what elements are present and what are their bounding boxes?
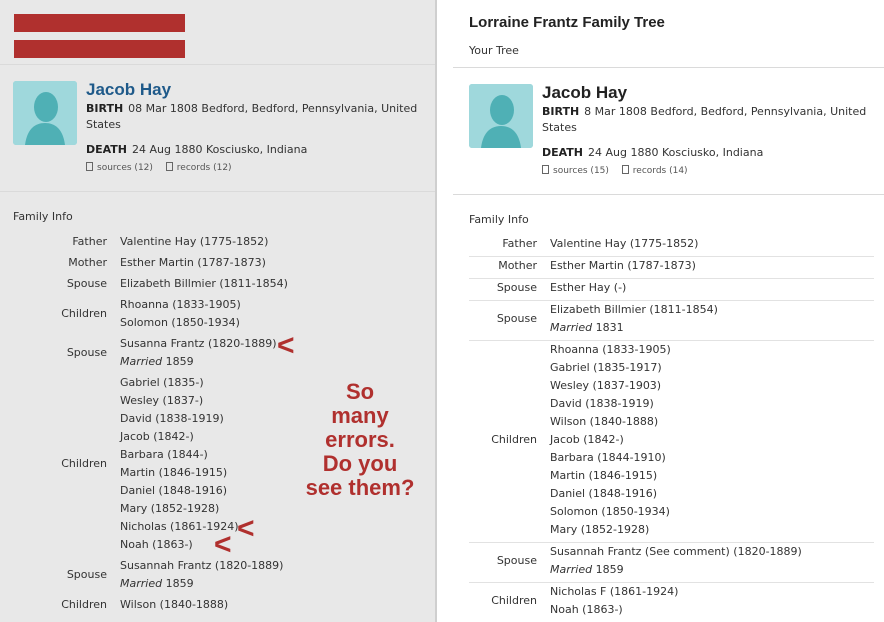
relative-name-link[interactable]: Rhoanna (1833-1905) bbox=[550, 343, 671, 356]
document-icon bbox=[166, 162, 173, 171]
sources-link[interactable]: sources (15) bbox=[542, 166, 609, 176]
relative-name-link[interactable]: Noah (1863-) bbox=[550, 603, 623, 616]
sources-link[interactable]: sources (12) bbox=[86, 163, 153, 173]
relative-name-link[interactable]: Jacob (1842-) bbox=[550, 433, 624, 446]
divider bbox=[453, 67, 884, 68]
relative-name-link[interactable]: Esther Hay (-) bbox=[550, 281, 627, 294]
married-label: Married bbox=[550, 563, 593, 576]
relative-name-link[interactable]: Daniel (1848-1916) bbox=[550, 487, 658, 500]
family-row bbox=[453, 235, 873, 257]
relative-name-link[interactable]: Mary (1852-1928) bbox=[550, 523, 650, 536]
family-row bbox=[0, 557, 300, 596]
birth-label: BIRTH bbox=[542, 105, 580, 118]
family-row bbox=[453, 257, 873, 279]
relative-name-link[interactable]: Esther Martin (1787-1873) bbox=[120, 256, 266, 269]
birth-value-cont: States bbox=[86, 118, 121, 131]
family-row bbox=[453, 543, 873, 583]
relative-name-link[interactable]: Elizabeth Billmier (1811-1854) bbox=[120, 277, 288, 290]
relative-name-link[interactable]: Mary (1852-1928) bbox=[120, 502, 220, 515]
relative-name-link[interactable]: Noah (1863-) bbox=[120, 538, 193, 551]
family-row bbox=[453, 583, 873, 622]
relative-name-link[interactable]: Martin (1846-1915) bbox=[550, 469, 658, 482]
left-panel bbox=[0, 0, 435, 622]
relative-name-link[interactable]: Nicholas (1861-1924) bbox=[120, 520, 239, 533]
tree-subtitle: Your Tree bbox=[469, 44, 519, 57]
panel-divider bbox=[435, 0, 453, 622]
relative-name-link[interactable]: Valentine Hay (1775-1852) bbox=[120, 235, 269, 248]
relation-label: Spouse bbox=[66, 346, 107, 359]
married-label: Married bbox=[120, 577, 163, 590]
family-row bbox=[0, 335, 300, 374]
person-silhouette-icon bbox=[13, 81, 77, 145]
relation-label: Spouse bbox=[66, 568, 107, 581]
family-info-title: Family Info bbox=[13, 210, 73, 223]
relative-name-link[interactable]: Wilson (1840-1888) bbox=[550, 415, 659, 428]
marriage-info bbox=[550, 319, 718, 337]
relative-name-link[interactable]: Esther Martin (1787-1873) bbox=[550, 259, 696, 272]
relative-name-link[interactable]: Wilson (1840-1888) bbox=[120, 598, 229, 611]
relative-name-link[interactable]: Nicholas F (1861-1924) bbox=[550, 585, 679, 598]
document-icon bbox=[86, 162, 93, 171]
annotation-arrow: < bbox=[214, 528, 232, 561]
relation-label: Children bbox=[61, 457, 107, 470]
relative-name-link[interactable]: Wesley (1837-1903) bbox=[550, 379, 662, 392]
person-avatar bbox=[469, 84, 533, 148]
source-links bbox=[542, 165, 698, 176]
relation-label: Children bbox=[491, 594, 537, 607]
annotation-arrow: < bbox=[277, 329, 295, 362]
family-row bbox=[453, 279, 873, 301]
relation-label: Father bbox=[502, 237, 537, 250]
family-row bbox=[453, 341, 873, 543]
divider bbox=[453, 194, 884, 195]
relative-name-link[interactable]: Solomon (1850-1934) bbox=[120, 316, 240, 329]
person-name-link[interactable]: Jacob Hay bbox=[86, 80, 172, 99]
relative-name-link[interactable]: Barbara (1844-) bbox=[120, 448, 208, 461]
relative-name-link[interactable]: Susannah Frantz (1820-1889) bbox=[120, 559, 284, 572]
annotation-callout: So many errors. Do you see them? bbox=[305, 379, 415, 500]
relative-name-link[interactable]: Susannah Frantz (See comment) (1820-1889) bbox=[550, 545, 802, 558]
relation-label: Spouse bbox=[496, 281, 537, 294]
annotation-arrow: < bbox=[237, 512, 255, 545]
relative-name-link[interactable]: Gabriel (1835-) bbox=[120, 376, 204, 389]
birth-value-cont: States bbox=[542, 121, 577, 134]
married-year: 1831 bbox=[595, 321, 624, 334]
relative-name-link[interactable]: Rhoanna (1833-1905) bbox=[120, 298, 241, 311]
source-links bbox=[86, 162, 242, 173]
divider bbox=[0, 191, 435, 192]
family-row bbox=[0, 374, 300, 557]
married-year: 1859 bbox=[595, 563, 624, 576]
relation-label: Children bbox=[491, 433, 537, 446]
death-line bbox=[542, 145, 763, 161]
relative-name-link[interactable]: David (1838-1919) bbox=[550, 397, 654, 410]
relative-name-link[interactable]: Gabriel (1835-1917) bbox=[550, 361, 662, 374]
relation-label: Spouse bbox=[66, 277, 107, 290]
married-year: 1859 bbox=[165, 577, 194, 590]
relation-label: Children bbox=[61, 598, 107, 611]
death-label: DEATH bbox=[86, 143, 128, 156]
redaction-bar bbox=[14, 40, 185, 58]
family-row bbox=[0, 596, 300, 617]
birth-line bbox=[86, 101, 417, 117]
relation-label: Spouse bbox=[496, 312, 537, 325]
death-label: DEATH bbox=[542, 146, 584, 159]
records-link[interactable]: records (12) bbox=[166, 163, 232, 173]
family-info-title: Family Info bbox=[469, 213, 529, 226]
family-row bbox=[453, 301, 873, 341]
redaction-bar bbox=[14, 14, 185, 32]
relative-name-link[interactable]: Elizabeth Billmier (1811-1854) bbox=[550, 303, 718, 316]
tree-title: Lorraine Frantz Family Tree bbox=[469, 14, 665, 31]
relative-name-link[interactable]: Solomon (1850-1934) bbox=[550, 505, 670, 518]
death-value: 24 Aug 1880 Kosciusko, Indiana bbox=[588, 146, 764, 159]
birth-line bbox=[542, 104, 866, 120]
marriage-info bbox=[120, 353, 277, 371]
person-avatar bbox=[13, 81, 77, 145]
relation-label: Mother bbox=[498, 259, 537, 272]
marriage-info bbox=[550, 561, 802, 579]
relation-label: Children bbox=[61, 307, 107, 320]
married-year: 1859 bbox=[165, 355, 194, 368]
relative-name-link[interactable]: David (1838-1919) bbox=[120, 412, 224, 425]
death-line bbox=[86, 142, 307, 158]
relation-label: Mother bbox=[68, 256, 107, 269]
family-row bbox=[0, 254, 300, 275]
marriage-info bbox=[120, 575, 283, 593]
relative-name-link[interactable]: Valentine Hay (1775-1852) bbox=[550, 237, 699, 250]
family-row bbox=[0, 296, 300, 335]
married-label: Married bbox=[550, 321, 593, 334]
death-value: 24 Aug 1880 Kosciusko, Indiana bbox=[132, 143, 308, 156]
records-link[interactable]: records (14) bbox=[622, 166, 688, 176]
relation-label: Father bbox=[72, 235, 107, 248]
relation-label: Spouse bbox=[496, 554, 537, 567]
family-row bbox=[0, 233, 300, 254]
person-name-link[interactable]: Jacob Hay bbox=[542, 83, 628, 102]
married-label: Married bbox=[120, 355, 163, 368]
right-panel bbox=[453, 0, 884, 622]
relative-name-link[interactable]: Martin (1846-1915) bbox=[120, 466, 228, 479]
document-icon bbox=[542, 165, 549, 174]
relative-name-link[interactable]: Barbara (1844-1910) bbox=[550, 451, 666, 464]
divider bbox=[0, 64, 435, 65]
family-row bbox=[0, 275, 300, 296]
birth-label: BIRTH bbox=[86, 102, 124, 115]
birth-value: 08 Mar 1808 Bedford, Bedford, Pennsylvania, United bbox=[128, 102, 418, 115]
relative-name-link[interactable]: Susanna Frantz (1820-1889) bbox=[120, 337, 277, 350]
person-silhouette-icon bbox=[469, 84, 533, 148]
birth-value: 8 Mar 1808 Bedford, Bedford, Pennsylvania, United bbox=[584, 105, 867, 118]
document-icon bbox=[622, 165, 629, 174]
relative-name-link[interactable]: Daniel (1848-1916) bbox=[120, 484, 228, 497]
relative-name-link[interactable]: Wesley (1837-) bbox=[120, 394, 204, 407]
relative-name-link[interactable]: Jacob (1842-) bbox=[120, 430, 194, 443]
